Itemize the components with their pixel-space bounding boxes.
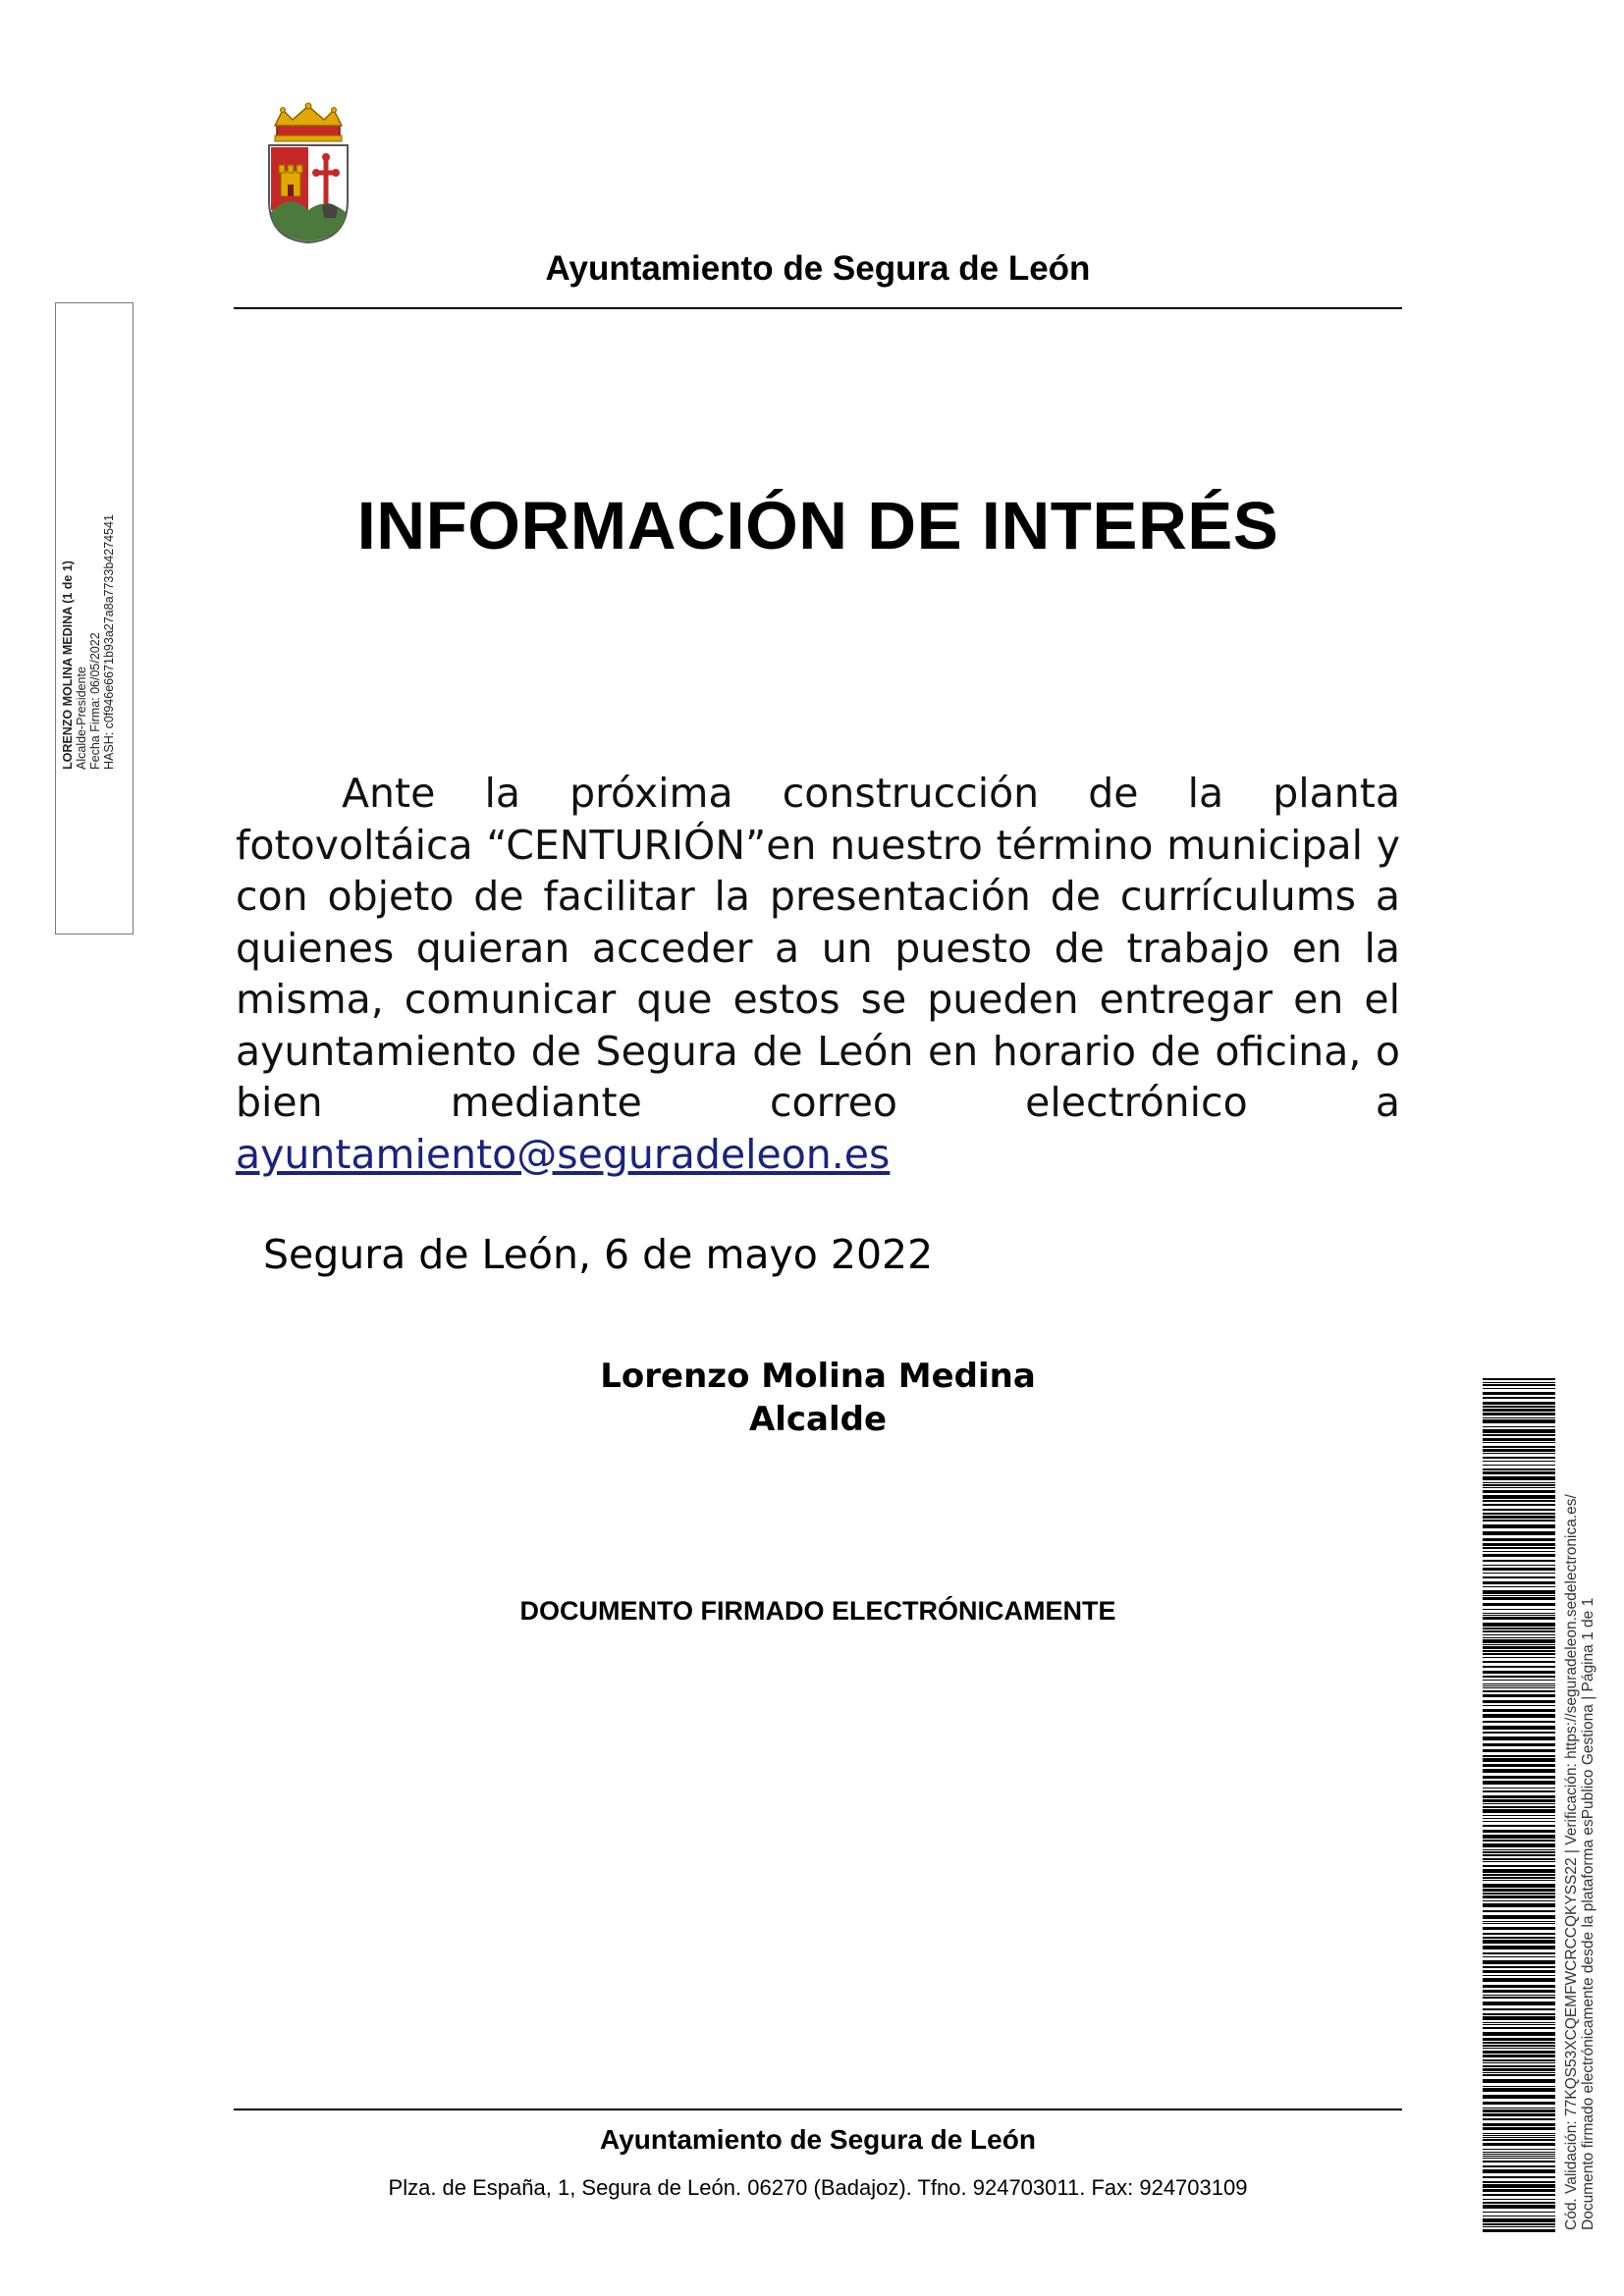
coat-of-arms-icon xyxy=(261,102,355,244)
signer-role: Alcalde xyxy=(748,1400,888,1439)
stamp-position: Alcalde-Presidente xyxy=(75,667,88,770)
footer-divider xyxy=(234,2109,1402,2110)
footer-title: Ayuntamiento de Segura de León xyxy=(600,2124,1036,2155)
stamp-date: Fecha Firma: 06/05/2022 xyxy=(88,632,102,770)
body-text: Ante la próxima construcción de la planta fotovoltáica “CENTURIÓN”en nuestro término municipal y con objeto de facilitar la presentación de currículums a quienes quieran acceder a un puesto de trabajo en la misma, comunicar que estos se pueden entregar en el ayuntamiento de Segura de León en horario de oficina, o bien mediante correo electrónico a xyxy=(236,770,1400,1126)
header-divider xyxy=(234,307,1402,309)
date-line: Segura de León, 6 de mayo 2022 xyxy=(263,1231,934,1278)
validation-code: Cód. Validación: 77KQS53XCQEMFWCRCCQKYSS22 | Verificación: https://seguradeleon.sedelectronica.es/ xyxy=(1563,1494,1580,2230)
header-title: Ayuntamiento de Segura de León xyxy=(545,249,1091,288)
electronic-signature-note: DOCUMENTO FIRMADO ELECTRÓNICAMENTE xyxy=(519,1596,1116,1626)
signer-name: Lorenzo Molina Medina xyxy=(600,1357,1036,1396)
stamp-signer: LORENZO MOLINA MEDINA (1 de 1) xyxy=(61,561,75,770)
stamp-hash: HASH: c0f946e6671b93a27a8a7733b4274541 xyxy=(102,514,116,770)
validation-text xyxy=(1563,1494,1597,2230)
barcode-icon xyxy=(1483,1378,1555,2232)
footer-address: Plza. de España, 1, Segura de León. 06270 (Badajoz). Tfno. 924703011. Fax: 924703109 xyxy=(388,2175,1248,2200)
validation-platform: Documento firmado electrónicamente desde la plataforma esPublico Gestiona | Página 1 de 1 xyxy=(1580,1597,1597,2230)
email-link[interactable]: ayuntamiento@seguradeleon.es xyxy=(236,1130,891,1178)
signature-stamp xyxy=(61,514,116,770)
page-title: INFORMACIÓN DE INTERÉS xyxy=(356,488,1279,563)
body-paragraph xyxy=(236,768,1400,1180)
